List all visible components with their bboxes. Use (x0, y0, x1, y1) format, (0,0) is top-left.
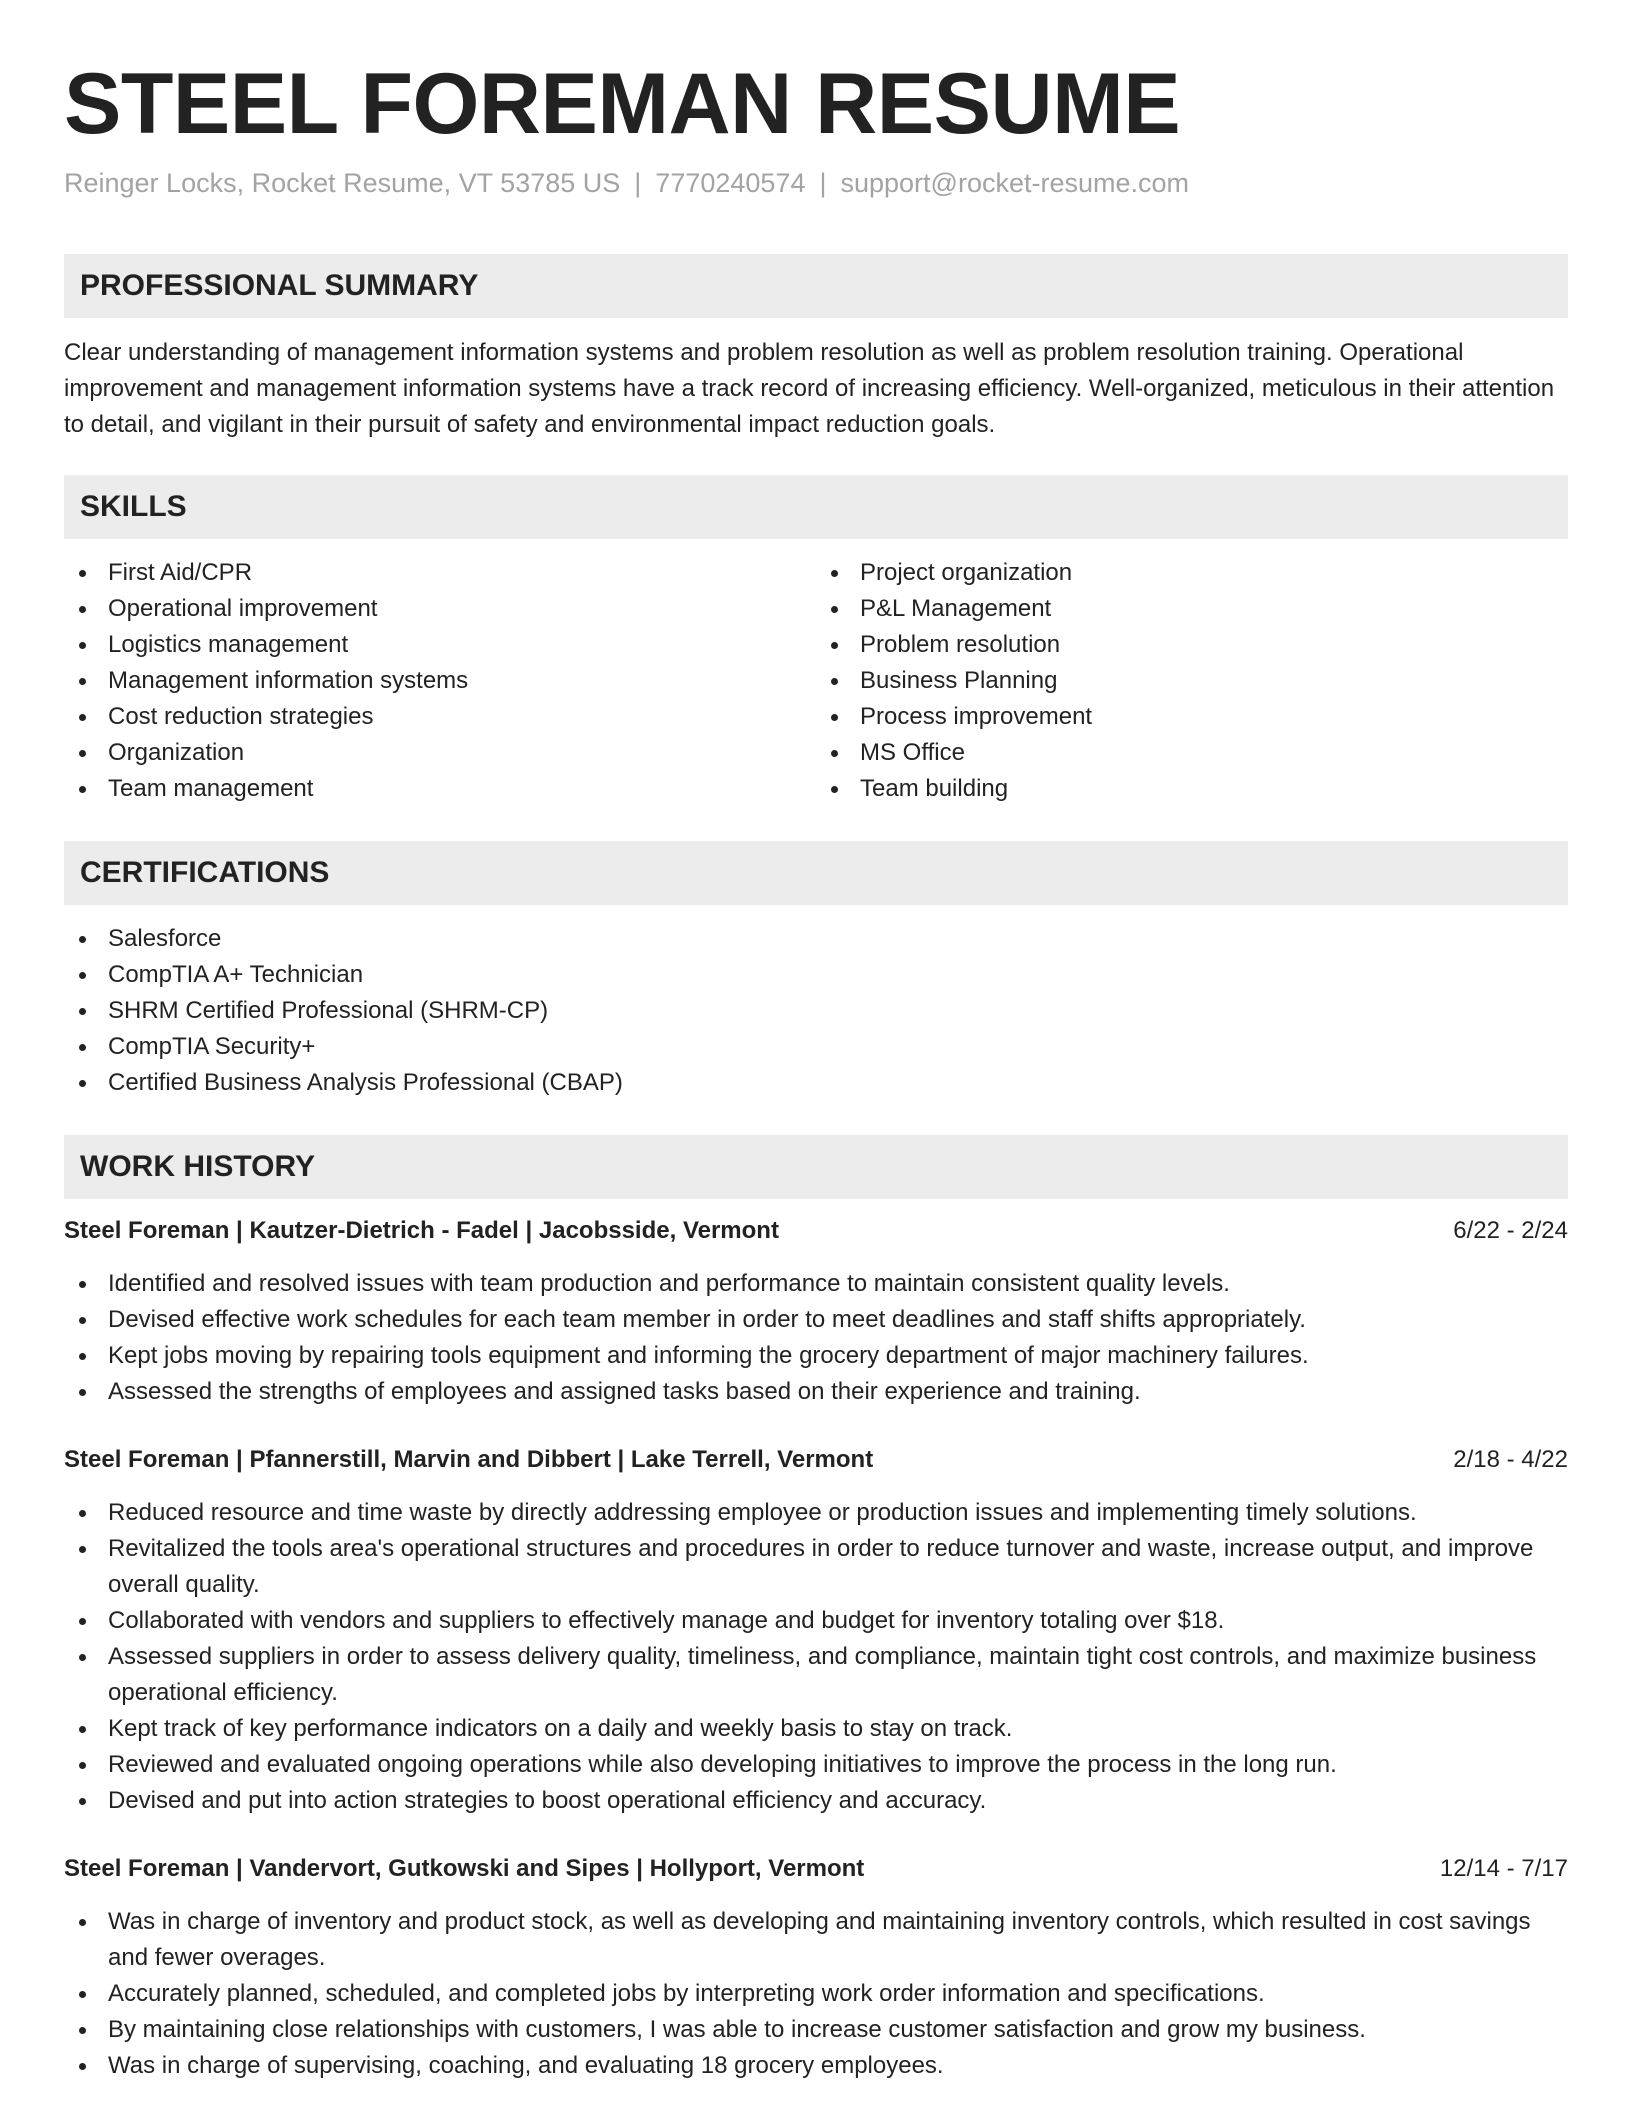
job-bullet: Assessed the strengths of employees and assigned tasks based on their experience and training. (64, 1374, 1568, 1410)
job-header (64, 1442, 1568, 1478)
contact-phone: 7770240574 (655, 168, 806, 198)
job-bullet: Devised effective work schedules for each team member in order to meet deadlines and staff shifts appropriately. (64, 1302, 1568, 1338)
job-dates: 2/18 - 4/22 (1453, 1446, 1568, 1473)
job-bullet: Revitalized the tools area's operational structures and procedures in order to reduce turnover and waste, increase output, and improve overall quality. (64, 1531, 1568, 1603)
contact-line (64, 164, 1568, 202)
skill-item: Process improvement (816, 699, 1568, 735)
job-dates: 6/22 - 2/24 (1453, 1217, 1568, 1244)
contact-address: Reinger Locks, Rocket Resume, VT 53785 US (64, 168, 621, 198)
certifications-heading: CERTIFICATIONS (64, 841, 1568, 905)
job-bullet: Identified and resolved issues with team production and performance to maintain consistent quality levels. (64, 1266, 1568, 1302)
skill-item: Project organization (816, 555, 1568, 591)
work-history-section (64, 1135, 1568, 2084)
summary-heading: PROFESSIONAL SUMMARY (64, 254, 1568, 318)
skill-item: First Aid/CPR (64, 555, 816, 591)
job-header (64, 1851, 1568, 1887)
job-bullet: Was in charge of supervising, coaching, and evaluating 18 grocery employees. (64, 2048, 1568, 2084)
job-bullet: Reviewed and evaluated ongoing operations while also developing initiatives to improve the process in the long run. (64, 1747, 1568, 1783)
contact-separator: | (634, 168, 642, 198)
job-entry (64, 1213, 1568, 1410)
job-bullet: Collaborated with vendors and suppliers to effectively manage and budget for inventory totaling over $18. (64, 1603, 1568, 1639)
skill-item: Problem resolution (816, 627, 1568, 663)
job-bullet: Reduced resource and time waste by directly addressing employee or production issues and implementing timely solutions. (64, 1495, 1568, 1531)
job-title: Steel Foreman | Pfannerstill, Marvin and Dibbert | Lake Terrell, Vermont (64, 1446, 874, 1473)
job-title: Steel Foreman | Kautzer-Dietrich - Fadel | Jacobsside, Vermont (64, 1217, 779, 1244)
skill-item: Management information systems (64, 663, 816, 699)
skill-item: Logistics management (64, 627, 816, 663)
certifications-list (64, 921, 1568, 1101)
work-history-heading: WORK HISTORY (64, 1135, 1568, 1199)
certification-item: SHRM Certified Professional (SHRM-CP) (64, 993, 1568, 1029)
contact-email: support@rocket-resume.com (840, 168, 1190, 198)
certification-item: CompTIA Security+ (64, 1029, 1568, 1065)
job-bullet: Assessed suppliers in order to assess delivery quality, timeliness, and compliance, maintain tight cost controls, and maximize business operational efficiency. (64, 1639, 1568, 1711)
certification-item: Salesforce (64, 921, 1568, 957)
skill-item: MS Office (816, 735, 1568, 771)
summary-text: Clear understanding of management information systems and problem resolution as well as problem resolution training. Operational improvement and management information systems have a track record of increasing efficiency. Well-organized, meticulous in their attention to detail, and vigilant in their pursuit of safety and environmental impact reduction goals. (64, 339, 1555, 438)
skills-section (64, 475, 1568, 807)
job-title: Steel Foreman | Vandervort, Gutkowski and Sipes | Hollyport, Vermont (64, 1855, 865, 1882)
resume-title: STEEL FOREMAN RESUME (64, 56, 1181, 152)
skill-item: Business Planning (816, 663, 1568, 699)
job-header (64, 1213, 1568, 1249)
job-dates: 12/14 - 7/17 (1439, 1855, 1568, 1882)
skill-item: Operational improvement (64, 591, 816, 627)
job-bullet: Accurately planned, scheduled, and completed jobs by interpreting work order information and specifications. (64, 1976, 1568, 2012)
skills-heading: SKILLS (64, 475, 1568, 539)
summary-section (64, 254, 1568, 443)
job-bullets (64, 1495, 1568, 1819)
job-bullet: Was in charge of inventory and product stock, as well as developing and maintaining inventory controls, which resulted in cost savings and fewer overages. (64, 1904, 1568, 1976)
job-bullet: By maintaining close relationships with customers, I was able to increase customer satisfaction and grow my business. (64, 2012, 1568, 2048)
skill-item: P&L Management (816, 591, 1568, 627)
skills-list-left (64, 555, 816, 807)
skill-item: Organization (64, 735, 816, 771)
skill-item: Team building (816, 771, 1568, 807)
job-bullets (64, 1904, 1568, 2084)
job-bullet: Devised and put into action strategies to boost operational efficiency and accuracy. (64, 1783, 1568, 1819)
job-bullet: Kept track of key performance indicators on a daily and weekly basis to stay on track. (64, 1711, 1568, 1747)
skills-grid (64, 555, 1568, 807)
skill-item: Team management (64, 771, 816, 807)
certification-item: CompTIA A+ Technician (64, 957, 1568, 993)
skills-list-right (816, 555, 1568, 807)
job-entry (64, 1442, 1568, 1819)
skill-item: Cost reduction strategies (64, 699, 816, 735)
job-bullets (64, 1266, 1568, 1410)
certification-item: Certified Business Analysis Professional (CBAP) (64, 1065, 1568, 1101)
job-bullet: Kept jobs moving by repairing tools equipment and informing the grocery department of major machinery failures. (64, 1338, 1568, 1374)
job-entry (64, 1851, 1568, 2084)
contact-separator: | (819, 168, 827, 198)
certifications-section (64, 841, 1568, 1101)
